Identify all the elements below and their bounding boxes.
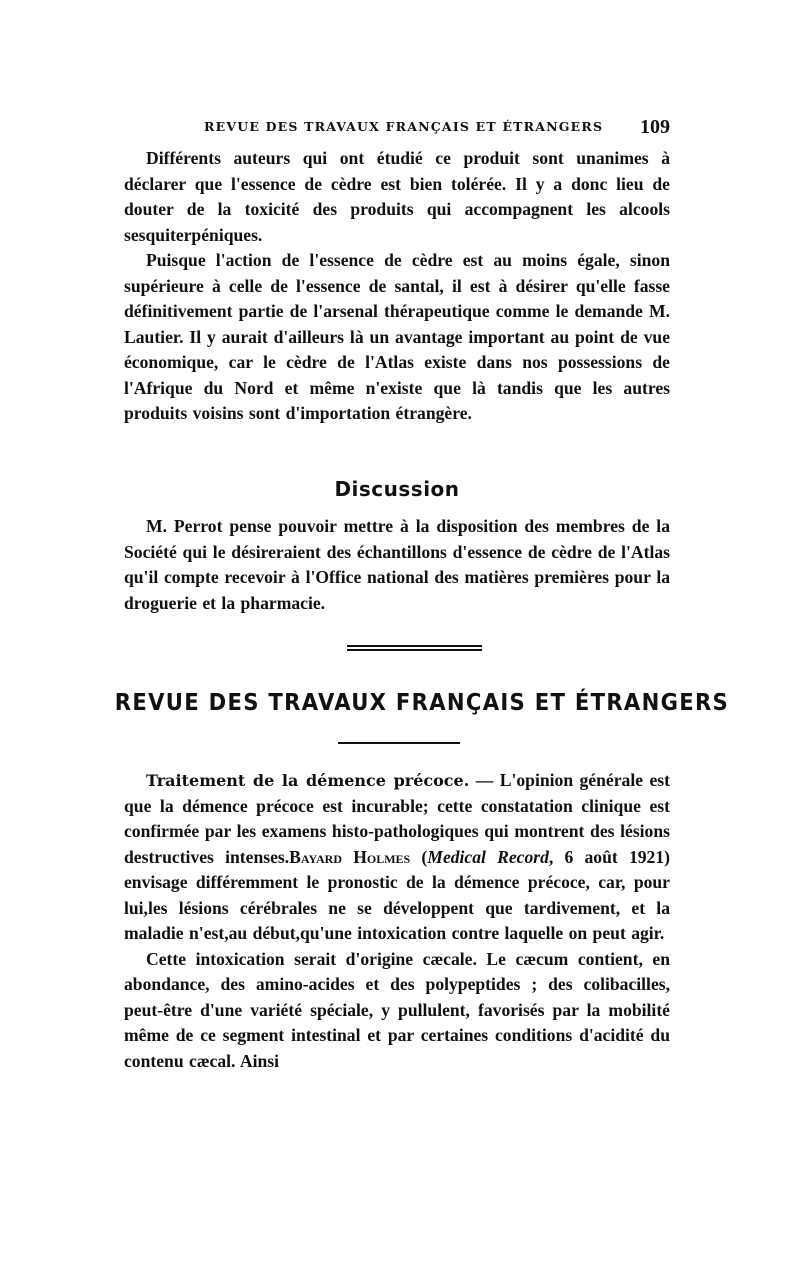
article-text-part-1: — L'opinion générale est que la démence précoce est incurable; cette constatation clinique est confirmée par les examens histo-pathologiques qui montrent des lésions destructives intenses.: [124, 770, 670, 867]
double-rule-divider: [347, 645, 482, 651]
intro-paragraph-2: Puisque l'action de l'essence de cèdre est au moins égale, sinon supérieure à celle de l'essence de santal, il est à désirer qu'elle fasse définitivement partie de l'arsenal thérapeutique comme le demande M. Lautier. Il y aurait d'ailleurs là un avantage important au point de vue économique, car le cèdre de l'Atlas existe dans nos possessions de l'Afrique du Nord et même n'existe que là tandis que les autres produits voisins sont d'importation étrangère.: [124, 250, 670, 423]
section-title: REVUE DES TRAVAUX FRANÇAIS ET ÉTRANGERS: [114, 690, 730, 716]
article-text: [124, 768, 670, 1074]
page-number: 109: [640, 116, 670, 138]
discussion-paragraph: M. Perrot pense pouvoir mettre à la disposition des membres de la Société qui le désireraient des échantillons d'essence de cèdre de l'Atlas qu'il compte recevoir à l'Office national des matières premières pour la droguerie et la pharmacie.: [124, 516, 670, 613]
running-header: [130, 116, 670, 138]
article-paragraph-2: Cette intoxication serait d'origine cæcale. Le cæcum contient, en abondance, des amino-acides et des polypeptides ; des colibacilles, peut-être d'une variété spéciale, y pullulent, favorisés par la mobilité même de ce segment intestinal et par certaines conditions d'acidité du contenu cæcal. Ainsi: [124, 948, 670, 1071]
article-text-part-3: , 6 août 1921) envisage différemment le pronostic de la démence précoce, car, pour lui,les lésions cérébrales ne se développent que tardivement, et la maladie n'est,au début,qu'une intoxication contre laquelle on peut agir.: [124, 846, 670, 943]
intro-paragraph-1: Différents auteurs qui ont étudié ce produit sont unanimes à déclarer que l'essence de cèdre est bien tolérée. Il y a donc lieu de douter de la toxicité des produits qui accompagnent les alcools sesquiterpéniques.: [124, 148, 670, 245]
article-text-part-2: (: [410, 846, 428, 867]
discussion-heading: Discussion: [334, 477, 460, 501]
intro-text: [124, 146, 670, 427]
running-title: REVUE DES TRAVAUX FRANÇAIS ET ÉTRANGERS: [204, 119, 604, 134]
author-name: Bayard Holmes: [289, 846, 411, 867]
single-rule-divider: [338, 742, 460, 744]
article-paragraph-1: [124, 768, 670, 947]
journal-name: Medical Record: [427, 846, 549, 867]
discussion-text: [124, 514, 670, 616]
article-lead-title: Traitement de la démence précoce.: [146, 771, 470, 790]
